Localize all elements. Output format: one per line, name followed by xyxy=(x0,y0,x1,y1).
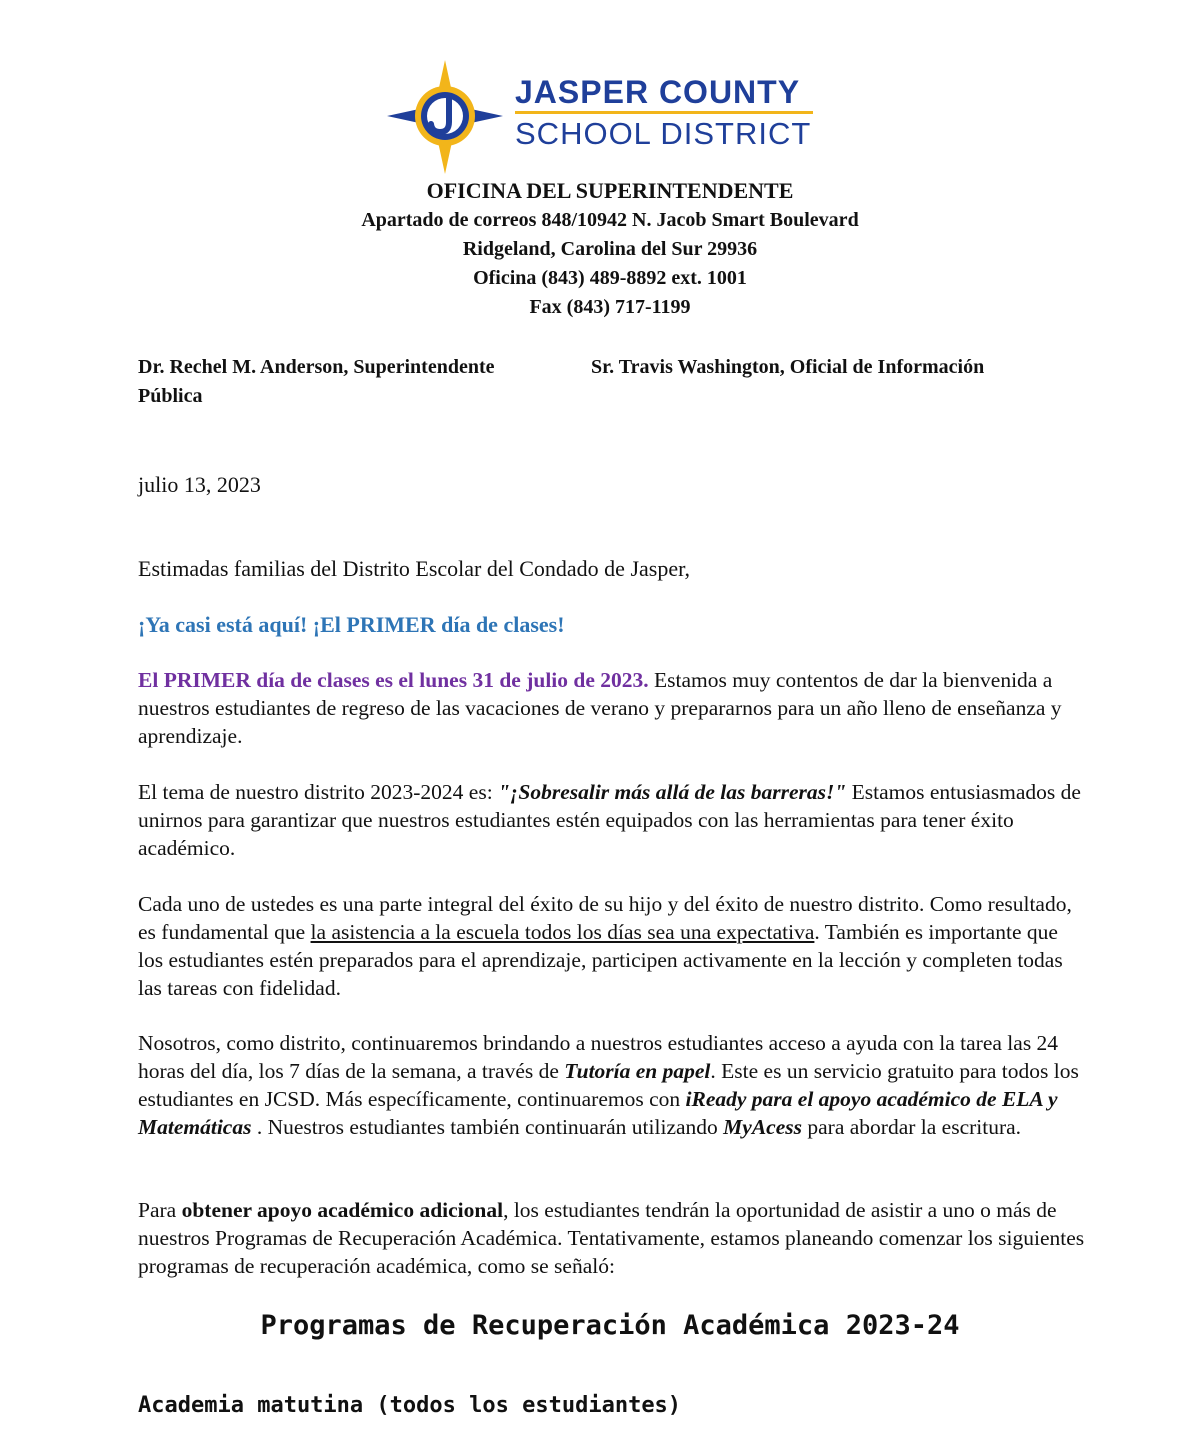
paragraph-text: Nosotros, como distrito, continuaremos brindando a nuestros estudiantes acceso a ayuda con la tarea las 24 horas del día, los 7 días de la semana, a través de xyxy=(138,1031,1059,1083)
tutoria-en-papel: Tutoría en papel xyxy=(564,1059,711,1083)
office-title: OFICINA DEL SUPERINTENDENTE xyxy=(426,178,794,203)
paragraph-support-programs xyxy=(138,1029,1088,1141)
logo-subtitle: SCHOOL DISTRICT xyxy=(515,116,812,151)
paragraph-text: Para xyxy=(138,1198,182,1222)
paragraph-text: . Este es un servicio gratuito para todos los estudiantes en JCSD. Más específicamente, continuaremos con xyxy=(138,1059,1079,1111)
letter-date: julio 13, 2023 xyxy=(138,472,261,497)
office-phone: Oficina (843) 489-8892 ext. 1001 xyxy=(473,267,747,289)
fax-number: Fax (843) 717-1199 xyxy=(529,296,691,318)
paragraph-attendance xyxy=(138,890,1088,1002)
additional-support-phrase: obtener apoyo académico adicional xyxy=(181,1198,504,1222)
letterhead xyxy=(0,176,1200,322)
paragraph-text: . Nuestros estudiantes también continuarán utilizando xyxy=(251,1115,724,1139)
logo-divider xyxy=(515,111,813,114)
paragraph-text: El tema de nuestro distrito 2023-2024 es: xyxy=(138,780,499,804)
district-logo xyxy=(385,58,825,176)
paragraph-theme xyxy=(138,778,1088,862)
paragraph-recovery xyxy=(138,1196,1088,1280)
program-morning-academy: Academia matutina (todos los estudiantes) xyxy=(138,1393,682,1418)
paragraph-text: para abordar la escritura. xyxy=(802,1115,1022,1139)
paragraph-text: Cada uno de ustedes es una parte integral del éxito de su hijo y del éxito de nuestro distrito. Como resultado, es fundamental que xyxy=(138,892,1072,944)
paragraph-text: . También es importante que los estudiantes estén preparados para el aprendizaje, participen activamente en la lección y completen todas las tareas con fidelidad. xyxy=(138,920,1063,1000)
paragraph-text: Estamos entusiasmados de unirnos para garantizar que nuestros estudiantes estén equipados con las herramientas para tener éxito académico. xyxy=(138,780,1081,860)
paragraph-first-day xyxy=(138,666,1088,750)
programs-heading: Programas de Recuperación Académica 2023-24 xyxy=(260,1310,960,1341)
officials-block xyxy=(138,353,1058,411)
letter-greeting: Estimadas familias del Distrito Escolar del Condado de Jasper, xyxy=(138,556,691,581)
address-line-2: Ridgeland, Carolina del Sur 29936 xyxy=(462,238,758,260)
address-line-1: Apartado de correos 848/10942 N. Jacob Smart Boulevard xyxy=(361,209,859,231)
iready-support: iReady para el apoyo académico de ELA y Matemáticas xyxy=(138,1087,1058,1139)
myacess-tool: MyAcess xyxy=(723,1115,802,1139)
paragraph-text: , los estudiantes tendrán la oportunidad de asistir a uno o más de nuestros Programas de Recuperación Académica. Tentativamente, estamos planeando comenzar los siguientes programas de recuperación académica, como se señaló: xyxy=(138,1198,1085,1278)
district-theme: "¡Sobresalir más allá de las barreras!" xyxy=(498,780,847,804)
paragraph-text: Estamos muy contentos de dar la bienvenida a nuestros estudiantes de regreso de las vacaciones de verano y prepararnos para un año lleno de enseñanza y aprendizaje. xyxy=(138,668,1062,748)
first-day-date: El PRIMER día de clases es el lunes 31 de julio de 2023. xyxy=(138,668,649,692)
superintendent-name: Dr. Rechel M. Anderson, Superintendente xyxy=(138,356,495,378)
attendance-expectation: la asistencia a la escuela todos los días sea una expectativa xyxy=(310,920,815,944)
headline-announcement: ¡Ya casi está aquí! ¡El PRIMER día de clases! xyxy=(138,612,565,637)
compass-j-icon xyxy=(385,58,505,176)
logo-title: JASPER COUNTY xyxy=(515,74,801,110)
info-officer-title-continued: Pública xyxy=(138,385,203,407)
info-officer-name: Sr. Travis Washington, Oficial de Información xyxy=(591,356,985,378)
